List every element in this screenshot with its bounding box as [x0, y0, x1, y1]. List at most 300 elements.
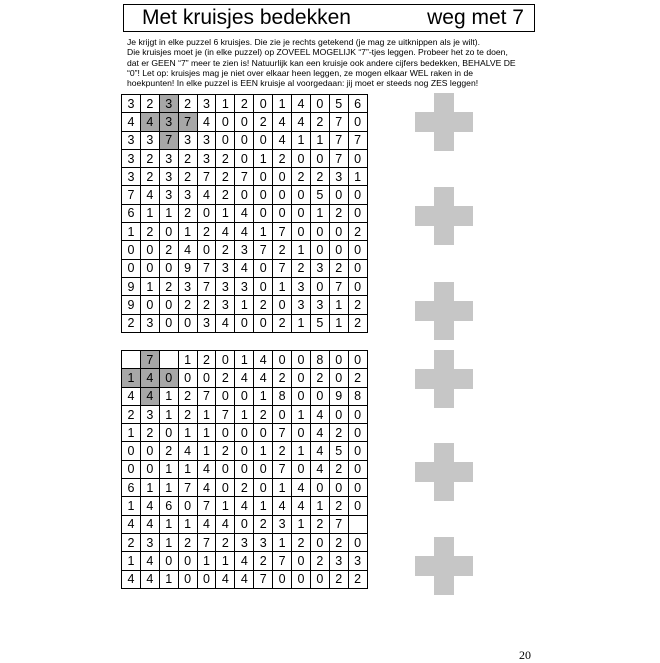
- puzzle-1-grid: [121, 94, 368, 333]
- grid-cell: 0: [159, 424, 178, 442]
- grid-cell: 0: [292, 552, 311, 570]
- grid-cell: 2: [235, 95, 254, 113]
- grid-cell: 2: [348, 369, 367, 387]
- grid-cell: 2: [159, 241, 178, 259]
- grid-cell: 2: [329, 460, 348, 478]
- grid-cell: 4: [292, 497, 311, 515]
- grid-cell: 4: [140, 186, 159, 204]
- grid-cell: 2: [310, 113, 329, 131]
- grid-cell: 1: [159, 460, 178, 478]
- grid-cell: 0: [292, 223, 311, 241]
- instructions: [127, 37, 547, 88]
- cross-shape-3[interactable]: [415, 282, 473, 340]
- grid-cell: 0: [273, 351, 292, 369]
- grid-row: [122, 369, 368, 387]
- grid-cell: 3: [159, 149, 178, 167]
- grid-cell: 4: [310, 424, 329, 442]
- grid-cell: 7: [273, 424, 292, 442]
- grid-cell: 2: [329, 570, 348, 588]
- grid-cell: 4: [122, 113, 141, 131]
- grid-cell: 3: [178, 277, 197, 295]
- grid-cell: 0: [292, 204, 311, 222]
- grid-cell: 7: [216, 405, 235, 423]
- grid-cell: 7: [159, 131, 178, 149]
- grid-cell: 0: [292, 570, 311, 588]
- grid-cell: 3: [122, 149, 141, 167]
- grid-cell: 0: [178, 570, 197, 588]
- grid-cell: 1: [216, 204, 235, 222]
- grid-cell: 2: [292, 533, 311, 551]
- grid-cell: 1: [310, 497, 329, 515]
- grid-cell: 1: [122, 223, 141, 241]
- grid-cell: 4: [292, 479, 311, 497]
- grid-cell: 4: [140, 515, 159, 533]
- grid-cell: 0: [197, 369, 216, 387]
- grid-cell: 0: [140, 241, 159, 259]
- grid-cell: 2: [254, 296, 273, 314]
- grid-cell: 0: [292, 424, 311, 442]
- grid-cell: 0: [254, 168, 273, 186]
- grid-cell: 0: [329, 351, 348, 369]
- grid-cell: 0: [329, 223, 348, 241]
- grid-cell: 4: [235, 570, 254, 588]
- grid-cell: 2: [310, 552, 329, 570]
- grid-cell: 2: [273, 442, 292, 460]
- grid-cell: 4: [122, 387, 141, 405]
- grid-cell: 0: [273, 296, 292, 314]
- cross-shape-4[interactable]: [415, 350, 473, 408]
- grid-cell: 0: [348, 424, 367, 442]
- grid-cell: 1: [159, 570, 178, 588]
- grid-cell: 0: [348, 277, 367, 295]
- grid-cell: 0: [235, 314, 254, 332]
- grid-cell: 0: [348, 259, 367, 277]
- grid-cell: 1: [159, 515, 178, 533]
- grid-cell: 5: [329, 95, 348, 113]
- grid-cell: 4: [140, 113, 159, 131]
- grid-cell: 4: [235, 259, 254, 277]
- grid-cell: 0: [329, 369, 348, 387]
- grid-cell: 7: [197, 168, 216, 186]
- grid-cell: 2: [140, 95, 159, 113]
- grid-cell: 1: [254, 149, 273, 167]
- title-box: [123, 4, 535, 32]
- grid-cell: 3: [310, 296, 329, 314]
- grid-cell: 1: [310, 131, 329, 149]
- grid-cell: 0: [273, 570, 292, 588]
- grid-cell: 6: [159, 497, 178, 515]
- grid-cell: 1: [292, 314, 311, 332]
- grid-cell: 4: [235, 223, 254, 241]
- grid-cell: 3: [292, 277, 311, 295]
- grid-cell: 0: [216, 387, 235, 405]
- grid-row: [122, 533, 368, 551]
- grid-cell: 1: [122, 497, 141, 515]
- grid-cell: 7: [348, 131, 367, 149]
- cross-shape-1[interactable]: [415, 93, 473, 151]
- grid-cell: 0: [292, 149, 311, 167]
- grid-cell: 0: [140, 442, 159, 460]
- grid-cell: 1: [329, 296, 348, 314]
- grid-row: [122, 95, 368, 113]
- grid-row: [122, 186, 368, 204]
- grid-cell: 0: [254, 131, 273, 149]
- grid-cell: 3: [216, 296, 235, 314]
- grid-cell: 0: [292, 186, 311, 204]
- grid-row: [122, 314, 368, 332]
- grid-cell: 0: [348, 442, 367, 460]
- grid-cell: 0: [159, 552, 178, 570]
- grid-cell: 1: [140, 277, 159, 295]
- grid-cell: 2: [348, 223, 367, 241]
- grid-cell: 4: [254, 369, 273, 387]
- grid-cell: 0: [310, 479, 329, 497]
- grid-cell: 0: [310, 241, 329, 259]
- grid-cell: 1: [292, 405, 311, 423]
- grid-cell: 3: [178, 131, 197, 149]
- grid-cell: 3: [122, 95, 141, 113]
- grid-cell: 7: [254, 241, 273, 259]
- grid-cell: 2: [254, 405, 273, 423]
- grid-cell: 2: [292, 259, 311, 277]
- grid-cell: 0: [178, 552, 197, 570]
- grid-cell: 0: [348, 113, 367, 131]
- grid-cell: 0: [348, 241, 367, 259]
- grid-row: [122, 405, 368, 423]
- grid-cell: 2: [254, 515, 273, 533]
- grid-cell: 0: [254, 314, 273, 332]
- grid-cell: 7: [273, 460, 292, 478]
- grid-cell: 3: [216, 259, 235, 277]
- grid-cell: 1: [178, 223, 197, 241]
- grid-cell: 0: [235, 515, 254, 533]
- grid-cell: 0: [235, 460, 254, 478]
- grid-cell: 1: [235, 405, 254, 423]
- grid-cell: 2: [310, 168, 329, 186]
- grid-cell: 3: [197, 314, 216, 332]
- grid-cell: 4: [178, 442, 197, 460]
- cross-shape-5[interactable]: [415, 443, 473, 501]
- grid-cell: 0: [310, 277, 329, 295]
- grid-cell: 7: [329, 515, 348, 533]
- grid-cell: 1: [254, 497, 273, 515]
- grid-cell: 1: [273, 533, 292, 551]
- grid-cell: 2: [216, 369, 235, 387]
- grid-cell: 0: [216, 351, 235, 369]
- grid-cell: 4: [140, 552, 159, 570]
- grid-cell: 2: [197, 223, 216, 241]
- grid-cell: 3: [178, 186, 197, 204]
- grid-cell: 1: [178, 515, 197, 533]
- grid-cell: 3: [140, 131, 159, 149]
- grid-cell: 2: [122, 314, 141, 332]
- grid-cell: 0: [348, 497, 367, 515]
- grid-cell: 4: [235, 204, 254, 222]
- grid-cell: 2: [122, 405, 141, 423]
- grid-cell: 5: [329, 442, 348, 460]
- grid-cell: 1: [197, 405, 216, 423]
- grid-cell: 2: [310, 515, 329, 533]
- grid-cell: 4: [273, 497, 292, 515]
- grid-cell: 0: [235, 186, 254, 204]
- grid-cell: 2: [216, 149, 235, 167]
- grid-cell: 2: [329, 497, 348, 515]
- grid-cell: 3: [310, 259, 329, 277]
- grid-cell: 0: [254, 186, 273, 204]
- grid-cell: 7: [254, 570, 273, 588]
- grid-cell: 3: [140, 314, 159, 332]
- grid-cell: 0: [140, 259, 159, 277]
- grid-cell: 4: [140, 369, 159, 387]
- grid-cell: 0: [122, 241, 141, 259]
- grid-cell: 4: [197, 460, 216, 478]
- grid-cell: 0: [216, 460, 235, 478]
- grid-cell: 2: [348, 296, 367, 314]
- grid-cell: 0: [254, 460, 273, 478]
- grid-cell: 7: [140, 351, 159, 369]
- grid-cell: 0: [310, 223, 329, 241]
- grid-cell: 0: [159, 223, 178, 241]
- grid-cell: 0: [310, 95, 329, 113]
- grid-cell: 1: [178, 424, 197, 442]
- grid-cell: 3: [159, 113, 178, 131]
- grid-cell: 0: [216, 131, 235, 149]
- grid-row: [122, 570, 368, 588]
- grid-cell: 3: [235, 241, 254, 259]
- grid-cell: 0: [329, 479, 348, 497]
- grid-cell: 7: [197, 497, 216, 515]
- instruction-line: Die kruisjes moet je (in elke puzzel) op ZOVEEL MOGELIJK “7”-tjes leggen. Probeer het zo te doen,: [127, 47, 508, 58]
- grid-row: [122, 515, 368, 533]
- grid-cell: 4: [122, 570, 141, 588]
- grid-cell: 0: [310, 570, 329, 588]
- grid-cell: 0: [273, 405, 292, 423]
- grid-cell: 3: [235, 277, 254, 295]
- grid-cell: 1: [348, 168, 367, 186]
- grid-cell: 0: [235, 131, 254, 149]
- grid-cell: 1: [122, 552, 141, 570]
- grid-cell: 7: [273, 223, 292, 241]
- grid-cell: 7: [197, 533, 216, 551]
- grid-row: [122, 149, 368, 167]
- grid-cell: 8: [348, 387, 367, 405]
- grid-cell: 0: [273, 204, 292, 222]
- grid-cell: 3: [159, 186, 178, 204]
- grid-cell: 1: [273, 277, 292, 295]
- grid-cell: 1: [235, 351, 254, 369]
- grid-cell: 0: [273, 168, 292, 186]
- grid-cell: 0: [348, 204, 367, 222]
- grid-cell: 0: [292, 460, 311, 478]
- grid-cell: 0: [235, 149, 254, 167]
- grid-cell: 2: [140, 424, 159, 442]
- grid-cell: 8: [310, 351, 329, 369]
- grid-cell: 7: [235, 168, 254, 186]
- grid-cell: 1: [235, 296, 254, 314]
- grid-cell: 4: [216, 570, 235, 588]
- grid-cell: 2: [178, 405, 197, 423]
- grid-cell: 3: [329, 552, 348, 570]
- grid-cell: 0: [348, 405, 367, 423]
- grid-cell: 4: [178, 241, 197, 259]
- grid-cell: 7: [329, 149, 348, 167]
- grid-row: [122, 460, 368, 478]
- grid-cell: 6: [122, 479, 141, 497]
- grid-cell: 0: [292, 351, 311, 369]
- grid-cell: 2: [178, 387, 197, 405]
- grid-row: [122, 113, 368, 131]
- grid-row: [122, 387, 368, 405]
- grid-cell: 3: [292, 296, 311, 314]
- grid-cell: 2: [122, 533, 141, 551]
- grid-cell: 0: [292, 387, 311, 405]
- grid-row: [122, 424, 368, 442]
- grid-row: [122, 479, 368, 497]
- grid-cell: 1: [216, 95, 235, 113]
- grid-cell: 4: [235, 552, 254, 570]
- grid-cell: 2: [329, 259, 348, 277]
- grid-cell: 3: [235, 533, 254, 551]
- grid-cell: 0: [348, 479, 367, 497]
- grid-cell: 2: [178, 204, 197, 222]
- puzzle-2-grid: [121, 350, 368, 589]
- grid-cell: 2: [159, 442, 178, 460]
- grid-cell: 3: [159, 168, 178, 186]
- grid-cell: 7: [197, 277, 216, 295]
- grid-cell: 2: [159, 277, 178, 295]
- grid-cell: 5: [310, 314, 329, 332]
- grid-cell: 0: [178, 497, 197, 515]
- cross-shape-6[interactable]: [415, 537, 473, 595]
- grid-cell: 1: [122, 369, 141, 387]
- grid-cell: 2: [216, 533, 235, 551]
- instruction-line: “0”! Let op: kruisjes mag je niet over elkaar heen leggen, ze mogen elkaar WEL raken in de: [127, 67, 474, 78]
- grid-row: [122, 168, 368, 186]
- grid-cell: 6: [348, 95, 367, 113]
- grid-cell: 2: [348, 570, 367, 588]
- grid-cell: 0: [292, 369, 311, 387]
- grid-cell: 0: [348, 460, 367, 478]
- grid-cell: 2: [140, 223, 159, 241]
- grid-cell: 0: [178, 314, 197, 332]
- grid-cell: 1: [178, 460, 197, 478]
- grid-cell: 0: [254, 259, 273, 277]
- grid-cell: 4: [310, 442, 329, 460]
- grid-cell: 2: [178, 149, 197, 167]
- grid-cell: 0: [235, 442, 254, 460]
- grid-cell: 0: [122, 442, 141, 460]
- grid-cell: 9: [122, 296, 141, 314]
- grid-cell: 4: [140, 497, 159, 515]
- grid-cell: 3: [122, 168, 141, 186]
- grid-cell: 4: [273, 113, 292, 131]
- grid-row: [122, 259, 368, 277]
- grid-cell: 1: [140, 204, 159, 222]
- grid-cell: 1: [292, 442, 311, 460]
- grid-cell: 3: [140, 405, 159, 423]
- grid-cell: 4: [254, 351, 273, 369]
- grid-cell: 0: [235, 113, 254, 131]
- grid-cell: 2: [348, 314, 367, 332]
- grid-cell: 2: [273, 149, 292, 167]
- grid-cell: 9: [329, 387, 348, 405]
- grid-cell: 7: [329, 113, 348, 131]
- grid-cell: 7: [178, 479, 197, 497]
- grid-cell: 0: [254, 95, 273, 113]
- grid-cell: 0: [197, 570, 216, 588]
- grid-cell: 7: [197, 259, 216, 277]
- grid-cell: 0: [235, 387, 254, 405]
- grid-cell: 0: [329, 405, 348, 423]
- grid-cell: 1: [197, 552, 216, 570]
- grid-cell: 2: [273, 241, 292, 259]
- title-left: Met kruisjes bedekken: [142, 6, 351, 29]
- grid-cell: 3: [329, 168, 348, 186]
- grid-cell: 1: [159, 204, 178, 222]
- grid-cell: 0: [348, 351, 367, 369]
- grid-cell: 4: [140, 570, 159, 588]
- grid-cell: 1: [254, 387, 273, 405]
- grid-cell: 1: [273, 95, 292, 113]
- grid-cell: 1: [159, 405, 178, 423]
- grid-cell: 1: [292, 131, 311, 149]
- grid-cell: 0: [140, 460, 159, 478]
- grid-cell: 4: [197, 479, 216, 497]
- grid-cell: 2: [273, 314, 292, 332]
- grid-row: [122, 497, 368, 515]
- instruction-line: dat er GEEN “7” meer te zien is! Natuurlijk kan een kruisje ook andere cijfers bedekken, BEHALVE DE: [127, 57, 516, 68]
- grid-row: [122, 223, 368, 241]
- grid-cell: 0: [348, 186, 367, 204]
- grid-cell: 1: [254, 223, 273, 241]
- grid-cell: 4: [197, 186, 216, 204]
- grid-cell: 2: [140, 168, 159, 186]
- instruction-line: hoekpunten! In elke puzzel is EEN kruisje al voorgedaan: jij moet er steeds nog ZES leggen!: [127, 78, 479, 89]
- grid-cell: 1: [197, 442, 216, 460]
- grid-cell: 3: [273, 515, 292, 533]
- grid-cell: 1: [159, 387, 178, 405]
- cross-shape-2[interactable]: [415, 187, 473, 245]
- grid-cell: 0: [216, 113, 235, 131]
- grid-cell: 1: [254, 442, 273, 460]
- grid-cell: 2: [178, 168, 197, 186]
- grid-cell: 4: [122, 515, 141, 533]
- grid-cell: 4: [197, 515, 216, 533]
- grid-cell: 0: [216, 424, 235, 442]
- grid-cell: 2: [216, 186, 235, 204]
- grid-cell: 0: [235, 424, 254, 442]
- grid-cell: 1: [273, 479, 292, 497]
- grid-cell: 2: [197, 296, 216, 314]
- grid-cell: 4: [216, 314, 235, 332]
- grid-cell: 2: [216, 442, 235, 460]
- grid-cell: [122, 351, 141, 369]
- grid-cell: 1: [216, 552, 235, 570]
- grid-row: [122, 442, 368, 460]
- grid-cell: 4: [310, 405, 329, 423]
- grid-cell: 2: [329, 204, 348, 222]
- grid-cell: 5: [310, 186, 329, 204]
- grid-cell: 2: [254, 113, 273, 131]
- grid-row: [122, 552, 368, 570]
- grid-row: [122, 204, 368, 222]
- grid-cell: 4: [140, 387, 159, 405]
- grid-cell: 7: [197, 387, 216, 405]
- grid-cell: 4: [273, 131, 292, 149]
- instruction-line: Je krijgt in elke puzzel 6 kruisjes. Die zie je rechts getekend (je mag ze uitknippen als je wilt).: [127, 37, 480, 47]
- grid-cell: 1: [310, 204, 329, 222]
- grid-cell: 0: [310, 149, 329, 167]
